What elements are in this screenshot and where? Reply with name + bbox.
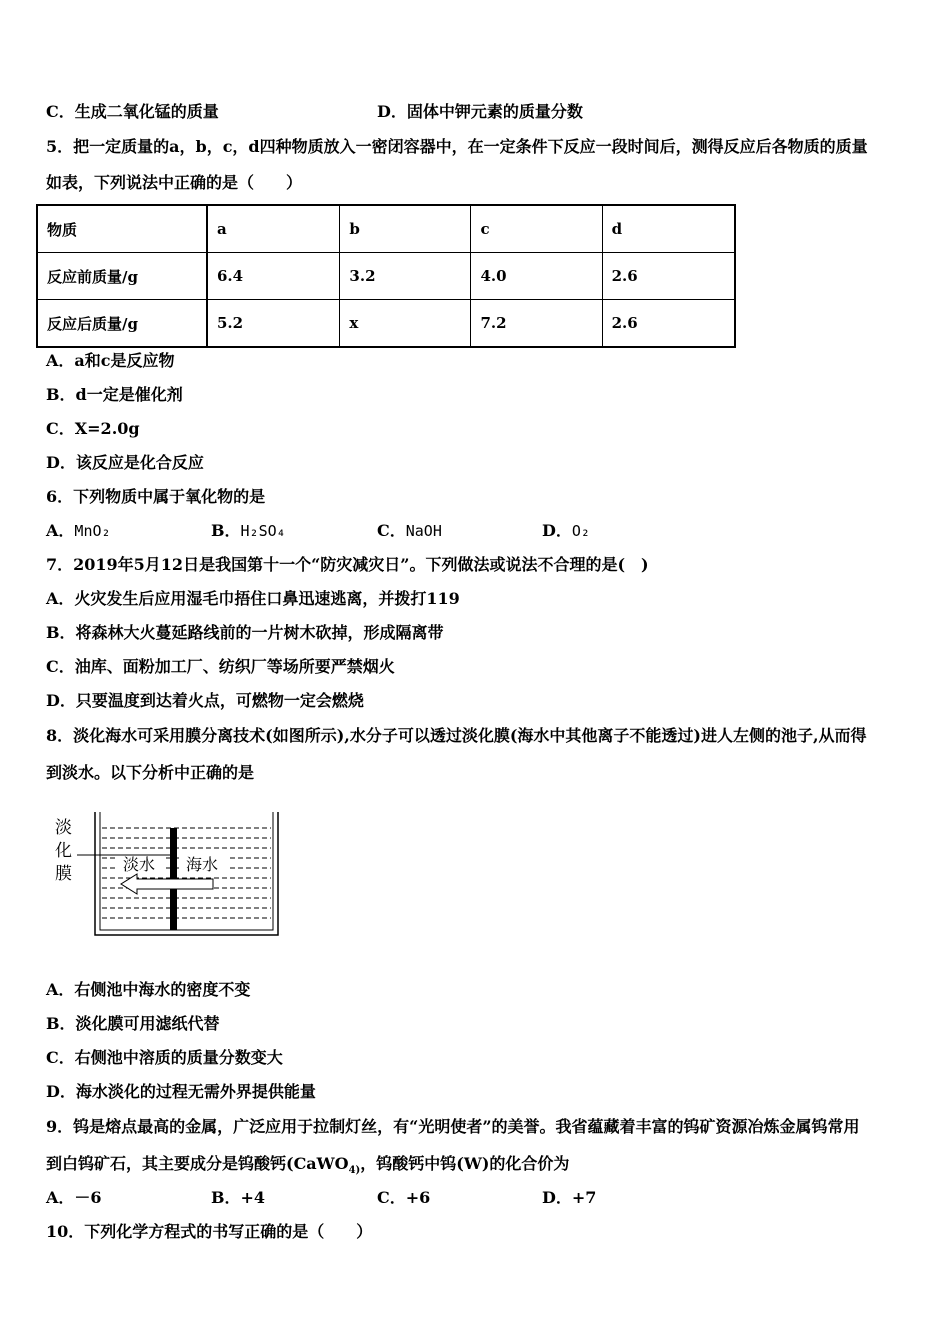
q8-option-d: D．海水淡化的过程无需外界提供能量: [46, 1082, 316, 1101]
membrane-label-char: 化: [55, 841, 72, 861]
q9-stem-line2: [46, 1154, 569, 1181]
q8-stem-line2: 到淡水。以下分析中正确的是: [46, 763, 255, 782]
formula: H₂SO₄: [240, 522, 286, 540]
q7-option-d: D．只要温度到达着火点，可燃物一定会燃烧: [46, 691, 364, 710]
q6-option-a: [46, 521, 111, 541]
formula: MnO₂: [74, 522, 111, 540]
q5-stem-line2: 如表，下列说法中正确的是（ ）: [46, 173, 303, 192]
q5-mass-table: [36, 204, 736, 348]
table-cell: 5.2: [207, 300, 340, 348]
fresh-water-label: 淡水: [123, 855, 156, 874]
q4-option-c: C．生成二氧化锰的质量: [46, 102, 219, 121]
formula: NaOH: [405, 522, 442, 540]
q9-stem-text: ，钨酸钙中钨(W)的化合价为: [360, 1154, 570, 1173]
q7-option-c: C．油库、面粉加工厂、纺织厂等场所要严禁烟火: [46, 657, 395, 676]
q9-stem-text: 到白钨矿石，其主要成分是钨酸钙(CaWO: [46, 1154, 349, 1173]
q4-option-d: D．固体中钾元素的质量分数: [377, 102, 583, 121]
table-row: [37, 300, 735, 348]
membrane-label-char: 淡: [55, 818, 72, 838]
q8-stem-line1: 8．淡化海水可采用膜分离技术(如图所示),水分子可以透过淡化膜(海水中其他离子不能透过)进人左侧的池子,从而得: [46, 726, 867, 745]
q7-option-b: B．将森林大火蔓延路线前的一片树木砍掉，形成隔离带: [46, 623, 444, 642]
q8-option-c: C．右侧池中溶质的质量分数变大: [46, 1048, 283, 1067]
q10-stem: 10．下列化学方程式的书写正确的是（ ）: [46, 1222, 373, 1241]
table-cell: 3.2: [340, 253, 471, 300]
table-cell: 2.6: [602, 253, 735, 300]
q9-formula-subscript: 4): [348, 1165, 361, 1177]
q9-option-b: B．+4: [211, 1188, 266, 1207]
q5-option-b: B．d一定是催化剂: [46, 385, 183, 404]
table-header-row: [37, 205, 735, 253]
table-cell: x: [340, 300, 471, 348]
sea-water-label: 海水: [186, 855, 219, 874]
q9-option-c: C．+6: [377, 1188, 431, 1207]
formula: O₂: [571, 522, 590, 540]
q8-option-a: A．右侧池中海水的密度不变: [46, 980, 251, 999]
q9-option-a: A．－6: [46, 1188, 102, 1207]
option-label: A．: [46, 521, 75, 540]
option-label: C．: [377, 521, 406, 540]
table-cell: 4.0: [471, 253, 602, 300]
q5-option-d: D．该反应是化合反应: [46, 453, 204, 472]
membrane-separation-diagram: [55, 808, 295, 943]
q5-option-a: A．a和c是反应物: [46, 351, 175, 370]
q7-option-a: A．火灾发生后应用湿毛巾捂住口鼻迅速逃离，并拨打119: [46, 589, 460, 608]
q6-stem: 6．下列物质中属于氧化物的是: [46, 487, 266, 506]
table-cell: b: [340, 205, 471, 253]
table-cell: 2.6: [602, 300, 735, 348]
table-cell: 6.4: [207, 253, 340, 300]
q8-option-b: B．淡化膜可用滤纸代替: [46, 1014, 220, 1033]
q9-option-d: D．+7: [542, 1188, 597, 1207]
membrane-label-char: 膜: [55, 864, 72, 884]
q5-stem-line1: 5．把一定质量的a，b，c，d四种物质放入一密闭容器中，在一定条件下反应一段时间后，测得反应后各物质的质量: [46, 137, 868, 156]
q6-option-d: [542, 521, 590, 541]
table-cell: c: [471, 205, 602, 253]
q6-option-c: [377, 521, 442, 541]
table-cell: d: [602, 205, 735, 253]
table-cell: a: [207, 205, 340, 253]
option-label: D．: [542, 521, 572, 540]
option-label: B．: [211, 521, 241, 540]
q5-option-c: C．X=2.0g: [46, 419, 140, 438]
table-cell: 反应前质量/g: [37, 253, 207, 300]
q9-stem-line1: 9．钨是熔点最高的金属，广泛应用于拉制灯丝，有“光明使者”的美誉。我省蕴藏着丰富的钨矿资源冶炼金属钨常用: [46, 1117, 860, 1136]
table-cell: 反应后质量/g: [37, 300, 207, 348]
table-cell: 物质: [37, 205, 207, 253]
table-cell: 7.2: [471, 300, 602, 348]
q7-stem: 7．2019年5月12日是我国第十一个“防灾减灾日”。下列做法或说法不合理的是( ): [46, 555, 649, 574]
q6-option-b: [211, 521, 286, 541]
table-row: [37, 253, 735, 300]
